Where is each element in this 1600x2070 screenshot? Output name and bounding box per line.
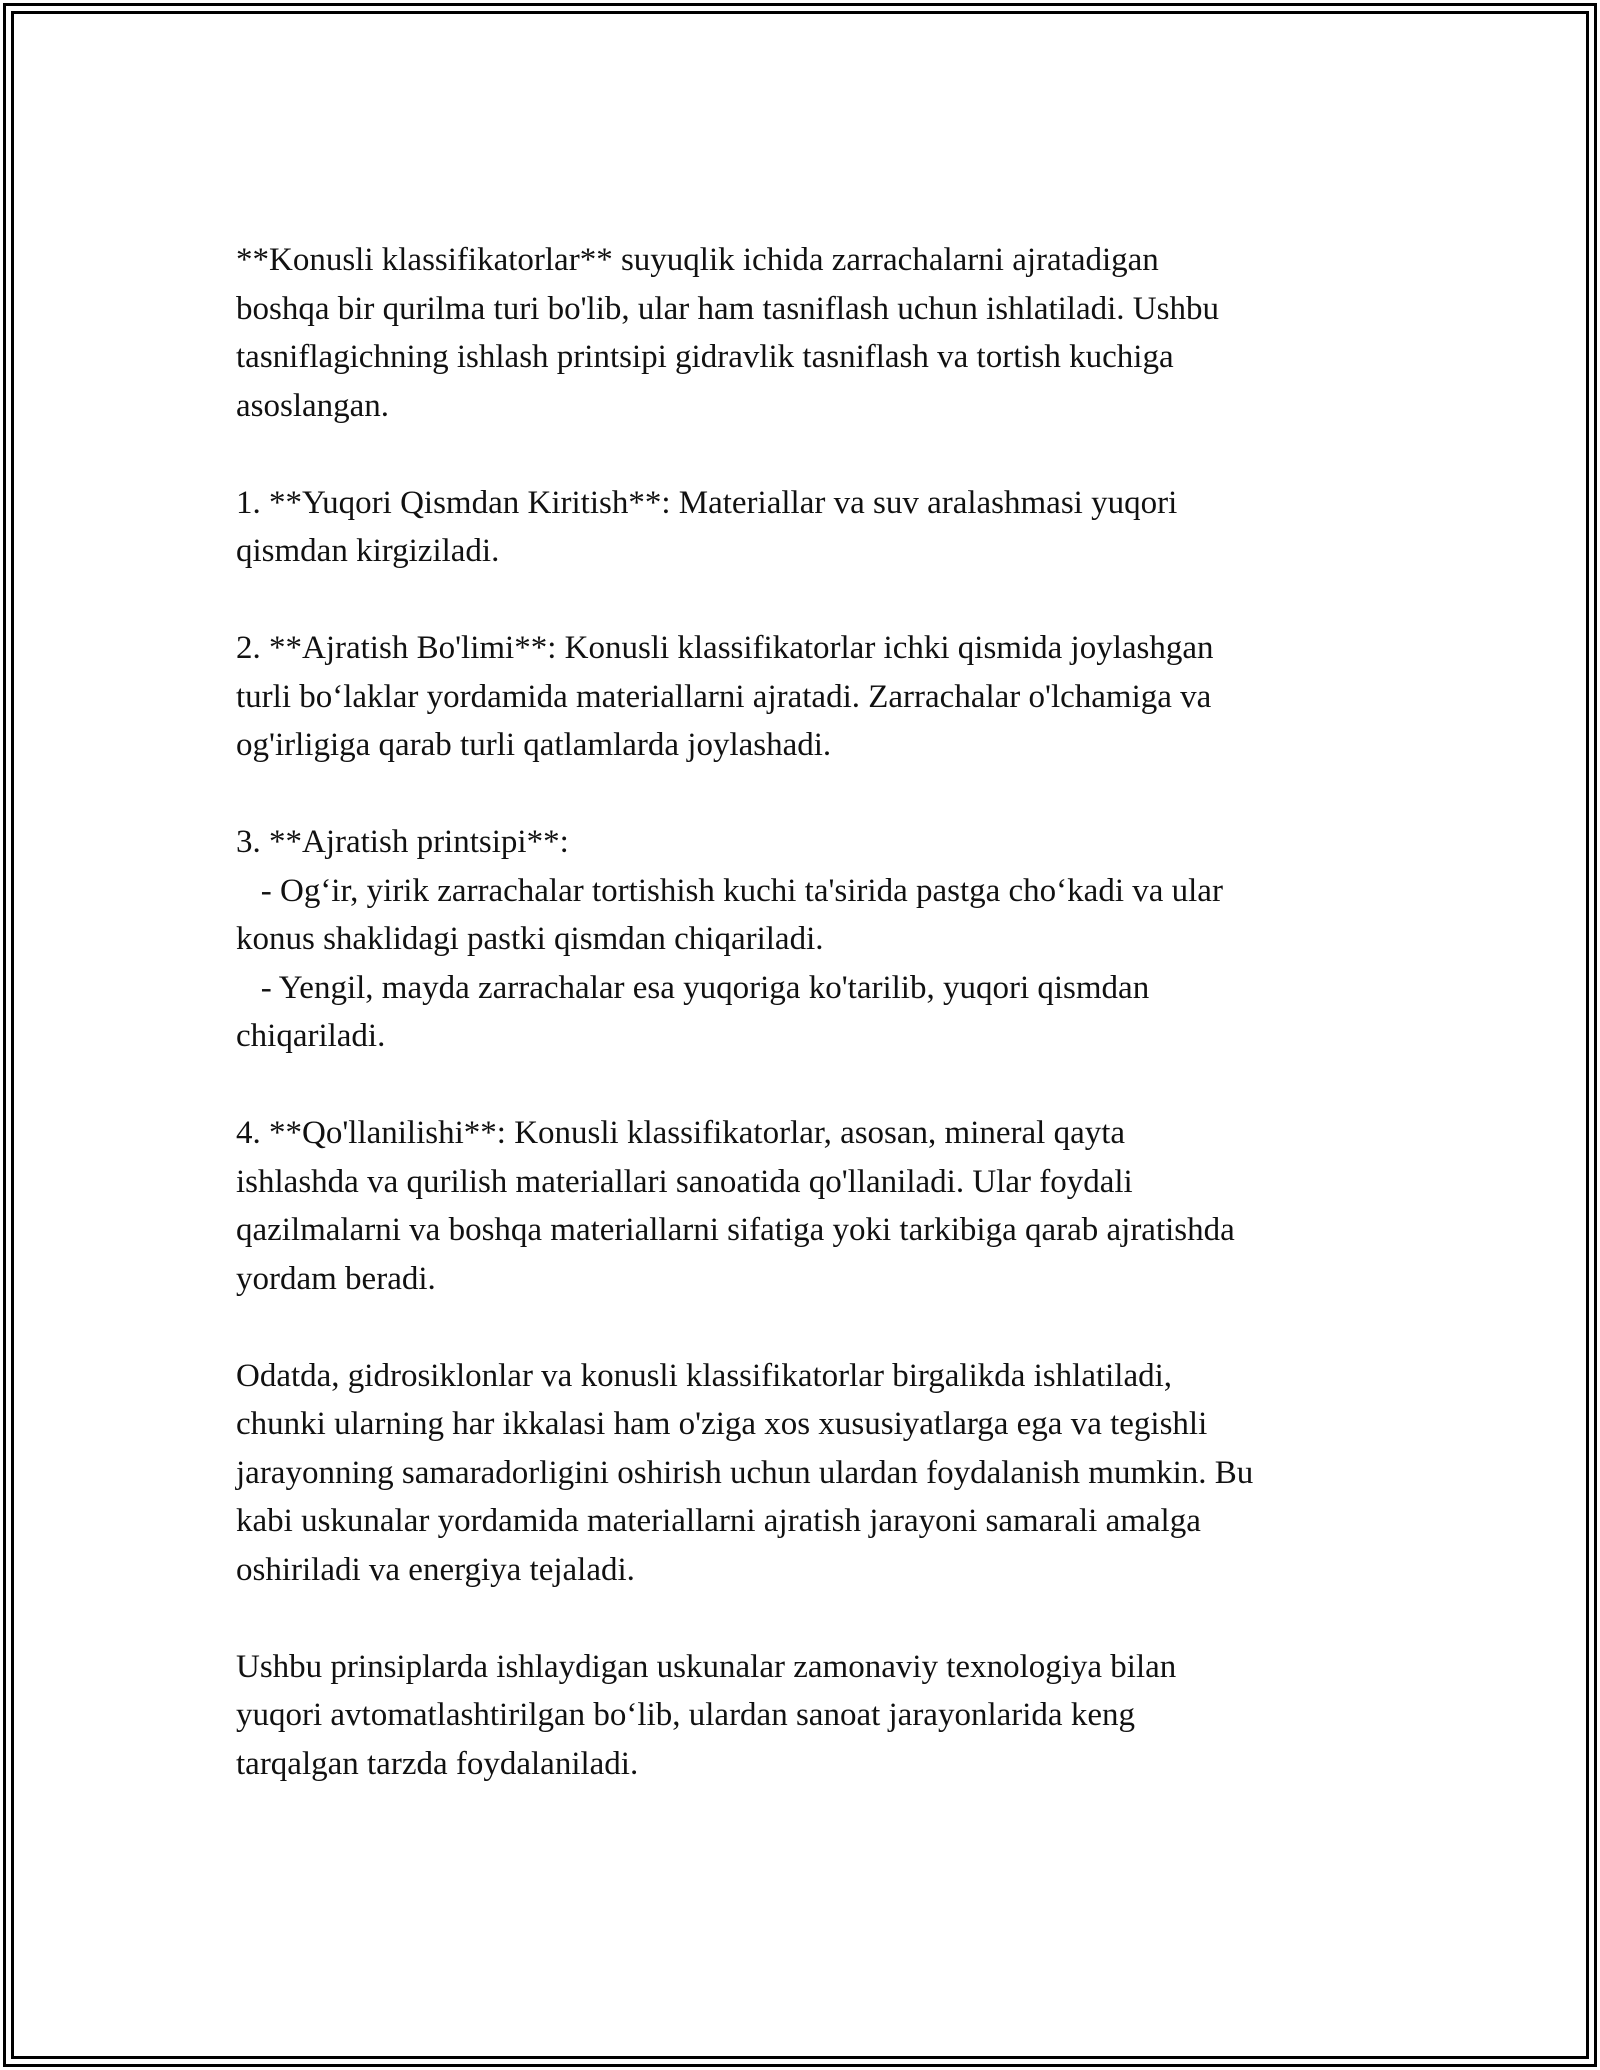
- conclusion-paragraph: [236, 1643, 1366, 1789]
- item-3-paragraph: [236, 818, 1366, 1061]
- text-line: tarqalgan tarzda foydalaniladi.: [236, 1745, 639, 1782]
- text-line: yuqori avtomatlashtirilgan bo‘lib, ulardan sanoat jarayonlarida keng: [236, 1697, 1135, 1733]
- text-line: oshiriladi va energiya tejaladi.: [236, 1551, 635, 1588]
- item-1-paragraph: [236, 479, 1366, 576]
- item-2-paragraph: [236, 624, 1366, 770]
- item-4-paragraph: [236, 1109, 1366, 1303]
- text-line: yordam beradi.: [236, 1260, 436, 1297]
- text-line: 1. **Yuqori Qismdan Kiritish**: Materiallar va suv aralashmasi yuqori: [236, 484, 1178, 521]
- text-line: ishlashda va qurilish materiallari sanoatida qo'llaniladi. Ular foydali: [236, 1163, 1133, 1200]
- text-line: jarayonning samaradorligini oshirish uchun ulardan foydalanish mumkin. Bu: [236, 1454, 1254, 1491]
- intro-paragraph: [236, 236, 1366, 430]
- text-line: 4. **Qo'llanilishi**: Konusli klassifikatorlar, asosan, mineral qayta: [236, 1115, 1126, 1151]
- text-line: chiqariladi.: [236, 1018, 386, 1054]
- text-line: 3. **Ajratish printsipi**:: [236, 824, 569, 860]
- text-line: qazilmalarni va boshqa materiallarni sifatiga yoki tarkibiga qarab ajratishda: [236, 1212, 1235, 1248]
- text-line: turli bo‘laklar yordamida materiallarni ajratadi. Zarrachalar o'lchamiga va: [236, 678, 1212, 715]
- text-line: og'irligiga qarab turli qatlamlarda joylashadi.: [236, 727, 832, 763]
- text-line: 2. **Ajratish Bo'limi**: Konusli klassifikatorlar ichki qismida joylashgan: [236, 630, 1214, 666]
- text-line: - Og‘ir, yirik zarrachalar tortishish kuchi ta'sirida pastga cho‘kadi va ular: [236, 872, 1223, 909]
- text-line: kabi uskunalar yordamida materiallarni ajratish jarayoni samarali amalga: [236, 1503, 1201, 1539]
- text-line: tasniflagichning ishlash printsipi gidravlik tasniflash va tortish kuchiga: [236, 339, 1174, 375]
- combined-use-paragraph: [236, 1352, 1366, 1595]
- text-line: konus shaklidagi pastki qismdan chiqariladi.: [236, 921, 824, 957]
- document-body: [236, 236, 1366, 1788]
- text-line: chunki ularning har ikkalasi ham o'ziga xos xususiyatlarga ega va tegishli: [236, 1406, 1208, 1442]
- text-line: Ushbu prinsiplarda ishlaydigan uskunalar zamonaviy texnologiya bilan: [236, 1648, 1177, 1685]
- text-line: **Konusli klassifikatorlar** suyuqlik ichida zarrachalarni ajratadigan: [236, 242, 1159, 278]
- text-line: asoslangan.: [236, 387, 390, 424]
- text-line: boshqa bir qurilma turi bo'lib, ular ham tasniflash uchun ishlatiladi. Ushbu: [236, 290, 1219, 327]
- text-line: qismdan kirgiziladi.: [236, 533, 500, 569]
- text-line: Odatda, gidrosiklonlar va konusli klassifikatorlar birgalikda ishlatiladi,: [236, 1357, 1173, 1394]
- text-line: - Yengil, mayda zarrachalar esa yuqoriga ko'tarilib, yuqori qismdan: [236, 969, 1150, 1006]
